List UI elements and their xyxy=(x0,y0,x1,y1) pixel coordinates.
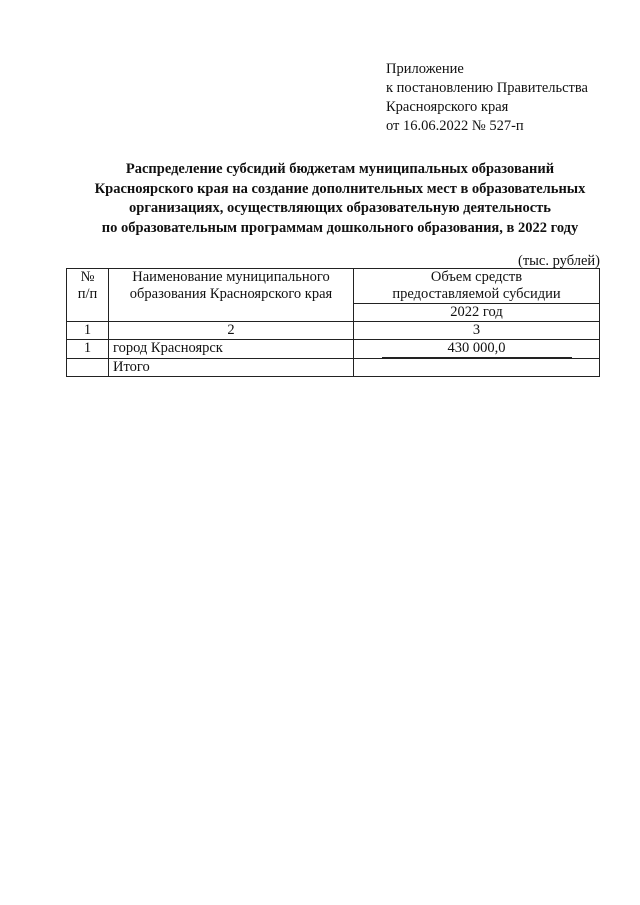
total-num xyxy=(67,359,109,377)
row-amount xyxy=(354,340,600,359)
header-name xyxy=(109,269,354,322)
units-label: (тыс. рублей) xyxy=(518,253,600,269)
header-name-line-1: Наименование муниципального xyxy=(132,269,330,285)
document-title xyxy=(60,160,620,238)
row-amount-value: 430 000,0 xyxy=(382,340,572,358)
column-number-3: 3 xyxy=(354,322,600,340)
subsidy-table xyxy=(66,268,600,377)
title-line-4: по образовательным программам дошкольного образования, в 2022 году xyxy=(101,219,579,236)
title-line-3: организациях, осуществляющих образовательную деятельность xyxy=(129,200,551,216)
appendix-line-3: Красноярского края xyxy=(386,99,509,115)
appendix-line-2: к постановлению Правительства xyxy=(386,80,588,96)
appendix-line-4: от 16.06.2022 № 527-п xyxy=(386,118,524,134)
column-number-1: 1 xyxy=(67,322,109,340)
header-volume xyxy=(354,269,600,304)
title-line-2: Красноярского края на создание дополнительных мест в образовательных xyxy=(94,180,586,197)
appendix-line-1: Приложение xyxy=(386,61,464,77)
total-row xyxy=(67,359,600,377)
table-row xyxy=(67,340,600,359)
column-number-2: 2 xyxy=(109,322,354,340)
header-volume-line-1: Объем средств xyxy=(430,269,523,285)
column-number-row xyxy=(67,322,600,340)
title-line-1: Распределение субсидий бюджетам муниципальных образований xyxy=(125,161,555,177)
header-num-line-1: № xyxy=(80,269,95,285)
appendix-block xyxy=(386,60,588,136)
table-header-row xyxy=(67,269,600,304)
header-num xyxy=(67,269,109,322)
total-amount xyxy=(354,359,600,377)
header-volume-line-2: предоставляемой субсидии xyxy=(392,286,561,302)
header-name-line-2: образования Красноярского края xyxy=(129,286,333,302)
row-municipality: город Красноярск xyxy=(109,340,354,359)
row-num: 1 xyxy=(67,340,109,359)
header-year: 2022 год xyxy=(354,304,600,322)
header-num-line-2: п/п xyxy=(77,286,98,302)
total-label: Итого xyxy=(109,359,354,377)
